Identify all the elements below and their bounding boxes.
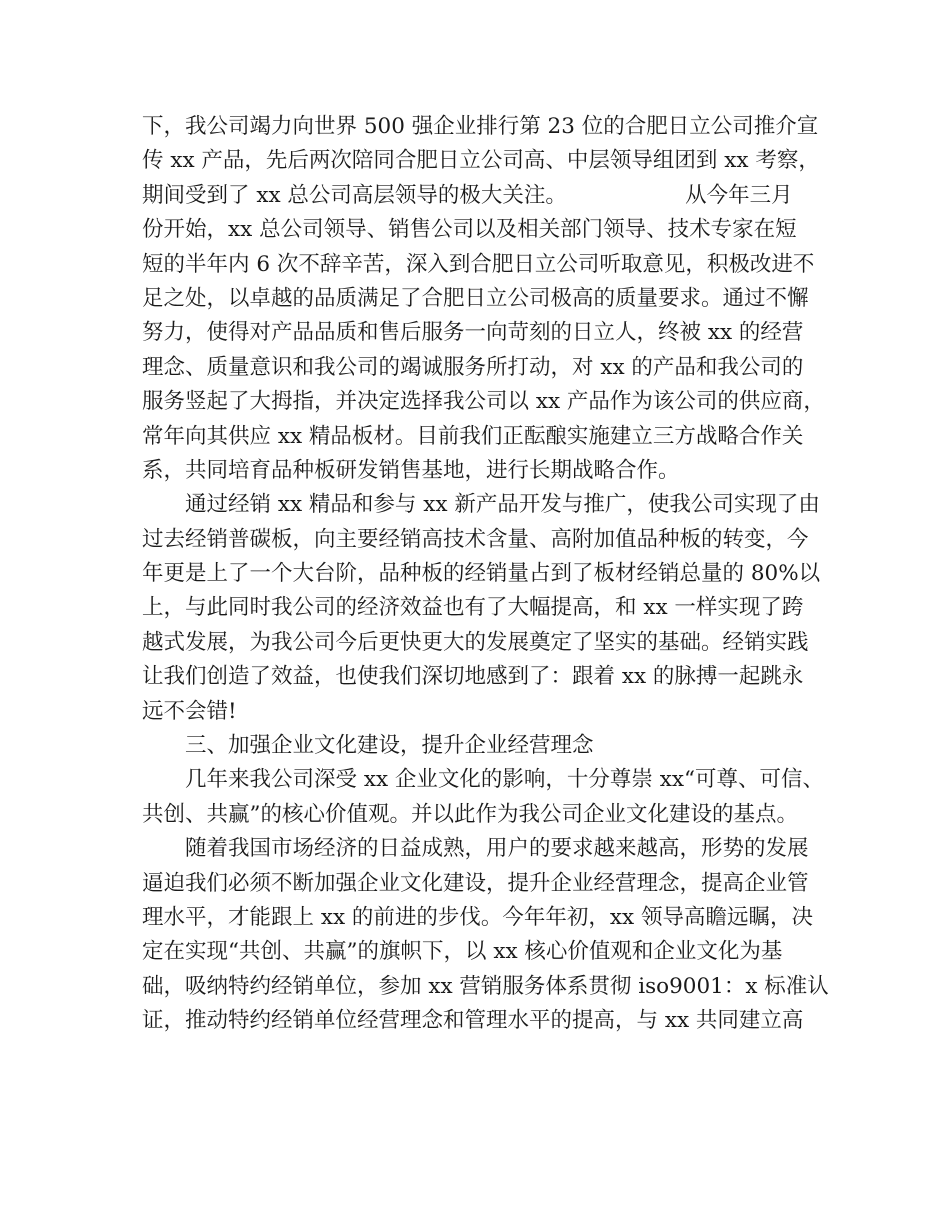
text-line: 让我们创造了效益，也使我们深切地感到了：跟着 xx 的脉搏一起跳永 xyxy=(142,664,804,690)
text-line: 定在实现“共创、共赢”的旗帜下，以 xx 核心价值观和企业文化为基 xyxy=(142,939,783,965)
text-line: 共创、共赢”的核心价值观。并以此作为我公司企业文化建设的基点。 xyxy=(142,801,798,827)
text-line: 通过经销 xx 精品和参与 xx 新产品开发与推广，使我公司实现了由 xyxy=(142,492,820,518)
text-line: 服务竖起了大拇指，并决定选择我公司以 xx 产品作为该公司的供应商， xyxy=(142,389,825,415)
text-line: 上，与此同时我公司的经济效益也有了大幅提高，和 xx 一样实现了跨 xyxy=(142,595,804,621)
text-line: 年更是上了一个大台阶，品种板的经销量占到了板材经销总量的 80%以 xyxy=(142,561,821,587)
text-line: 下，我公司竭力向世界 500 强企业排行第 23 位的合肥日立公司推介宣 xyxy=(142,114,819,139)
text-line: 期间受到了 xx 总公司高层领导的极大关注。 从今年三月 xyxy=(142,182,793,208)
text-line: 传 xx 产品，先后两次陪同合肥日立公司高、中层领导组团到 xx 考察， xyxy=(142,148,820,174)
text-line: 理念、质量意识和我公司的竭诚服务所打动，对 xx 的产品和我公司的 xyxy=(142,354,804,380)
text-line: 短的半年内 6 次不辞辛苦，深入到合肥日立公司听取意见，积极改进不 xyxy=(142,251,815,277)
text-line: 逼迫我们必须不断加强企业文化建设，提升企业经营理念，提高企业管 xyxy=(142,870,809,896)
text-line: 几年来我公司深受 xx 企业文化的影响，十分尊崇 xx“可尊、可信、 xyxy=(142,767,824,793)
text-line: 理水平，才能跟上 xx 的前进的步伐。今年年初，xx 领导高瞻远瞩，决 xyxy=(142,904,814,930)
body-text xyxy=(142,110,832,1039)
section-heading: 三、加强企业文化建设，提升企业经营理念 xyxy=(142,733,594,759)
text-line: 努力，使得对产品品质和售后服务一向苛刻的日立人，终被 xx 的经营 xyxy=(142,320,804,346)
text-line: 系，共同培育品种板研发销售基地，进行长期战略合作。 xyxy=(142,457,680,483)
text-line: 越式发展，为我公司今后更快更大的发展奠定了坚实的基础。经销实践 xyxy=(142,629,809,655)
text-line: 常年向其供应 xx 精品板材。目前我们正酝酿实施建立三方战略合作关 xyxy=(142,423,804,449)
text-line: 证，推动特约经销单位经营理念和管理水平的提高，与 xx 共同建立高 xyxy=(142,1008,804,1034)
text-line: 远不会错! xyxy=(142,698,237,724)
text-line: 份开始，xx 总公司领导、销售公司以及相关部门领导、技术专家在短 xyxy=(142,217,797,243)
text-line: 随着我国市场经济的日益成熟，用户的要求越来越高，形势的发展 xyxy=(142,836,809,862)
text-line: 过去经销普碳板，向主要经销高技术含量、高附加值品种板的转变，今 xyxy=(142,526,809,552)
text-line: 足之处，以卓越的品质满足了合肥日立公司极高的质量要求。通过不懈 xyxy=(142,285,809,311)
text-line: 础，吸纳特约经销单位，参加 xx 营销服务体系贯彻 iso9001：x 标准认 xyxy=(142,973,829,999)
